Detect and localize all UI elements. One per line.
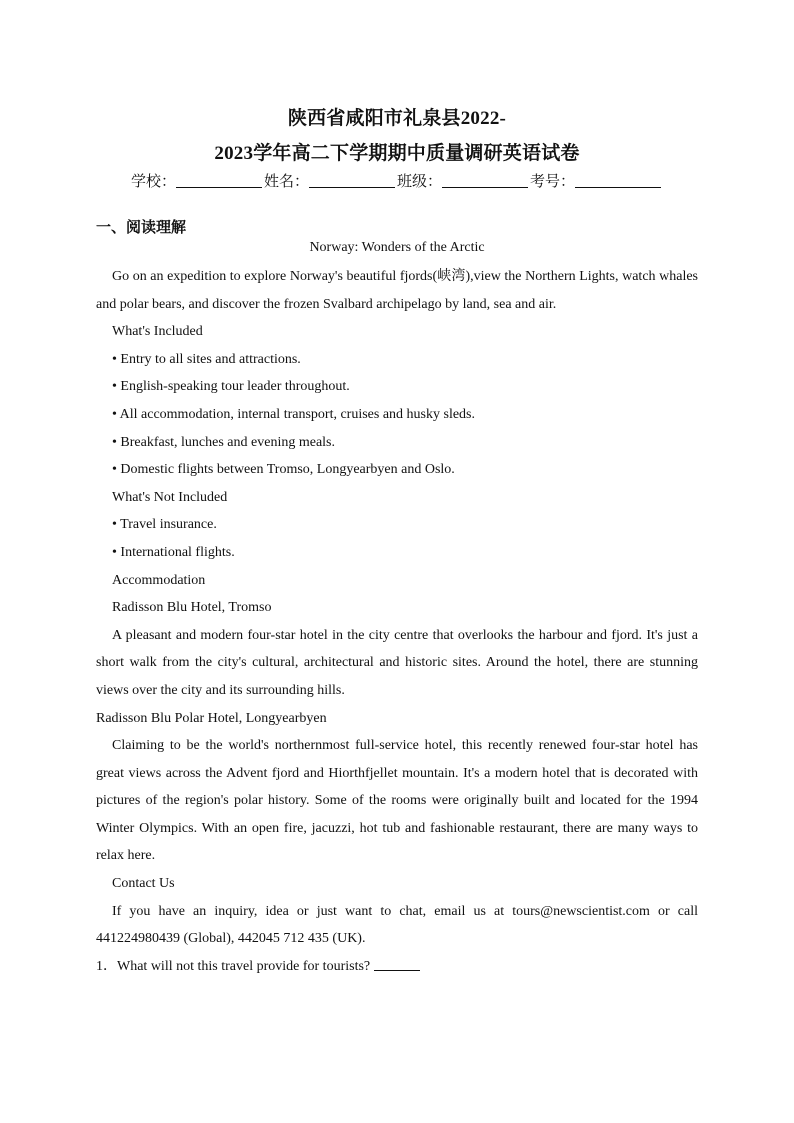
list-item: • Travel insurance. — [112, 517, 217, 533]
list-item: • International flights. — [112, 544, 235, 560]
question-number: 1． — [96, 958, 117, 974]
hotel2-description: Claiming to be the world's northernmost full-service hotel, this recently renewed four-star hotel has great views across the Advent fjord and Hiorthfjellet mountain. It's a modern hotel that is decorated with pictures of the region's polar history. Some of the rooms were originally built and located for the 1994 Winter Olympics. With an open fire, jacuzzi, hot tub and fashionable restaurant, there are many ways to relax here. — [96, 738, 698, 864]
passage-title: Norway: Wonders of the Arctic — [309, 240, 485, 255]
hotel1-description: A pleasant and modern four-star hotel in the city centre that overlooks the harbour and fjord. It's just a short walk from the city's cultural, architectural and historic sites. Around the hotel, there are stunning views over the city and its surrounding hills. — [96, 627, 698, 698]
list-item: • Breakfast, lunches and evening meals. — [112, 434, 335, 450]
contact-paragraph: If you have an inquiry, idea or just want to chat, email us at tours@newscientist.com or call 441224980439 (Global), 442045 712 435 (UK). — [96, 903, 698, 947]
contact-heading: Contact Us — [112, 876, 175, 892]
question-1 — [96, 953, 698, 981]
hotel2-name: Radisson Blu Polar Hotel, Longyearbyen — [96, 710, 327, 726]
name-label: 姓名： — [263, 172, 309, 190]
passage-body — [96, 263, 698, 980]
not-included-heading: What's Not Included — [112, 489, 228, 505]
accommodation-heading: Accommodation — [112, 572, 206, 588]
list-item: • English-speaking tour leader throughout. — [112, 379, 350, 395]
school-label: 学校： — [130, 172, 176, 190]
section-heading: 一、阅读理解 — [96, 218, 187, 236]
exam-title-line2: 2023学年高二下学期期中质量调研英语试卷 — [214, 143, 580, 164]
school-blank[interactable] — [176, 173, 262, 188]
list-item: • All accommodation, internal transport, cruises and husky sleds. — [112, 406, 475, 422]
class-blank[interactable] — [442, 173, 528, 188]
name-blank[interactable] — [309, 173, 395, 188]
exam-title-line1: 陕西省咸阳市礼泉县2022- — [287, 108, 507, 129]
student-info-row — [0, 170, 794, 191]
hotel1-name: Radisson Blu Hotel, Tromso — [112, 600, 272, 616]
question-text: What will not this travel provide for tourists? — [117, 958, 371, 974]
exam-number-label: 考号： — [530, 172, 576, 190]
exam-number-blank[interactable] — [575, 173, 661, 188]
list-item: • Domestic flights between Tromso, Longyearbyen and Oslo. — [112, 462, 455, 478]
answer-blank[interactable] — [374, 958, 420, 971]
intro-paragraph: Go on an expedition to explore Norway's beautiful fjords(峡湾),view the Northern Lights, watch whales and polar bears, and discover the frozen Svalbard archipelago by land, sea and air. — [96, 269, 698, 312]
included-heading: What's Included — [112, 324, 203, 340]
list-item: • Entry to all sites and attractions. — [112, 351, 301, 367]
class-label: 班级： — [397, 172, 443, 190]
